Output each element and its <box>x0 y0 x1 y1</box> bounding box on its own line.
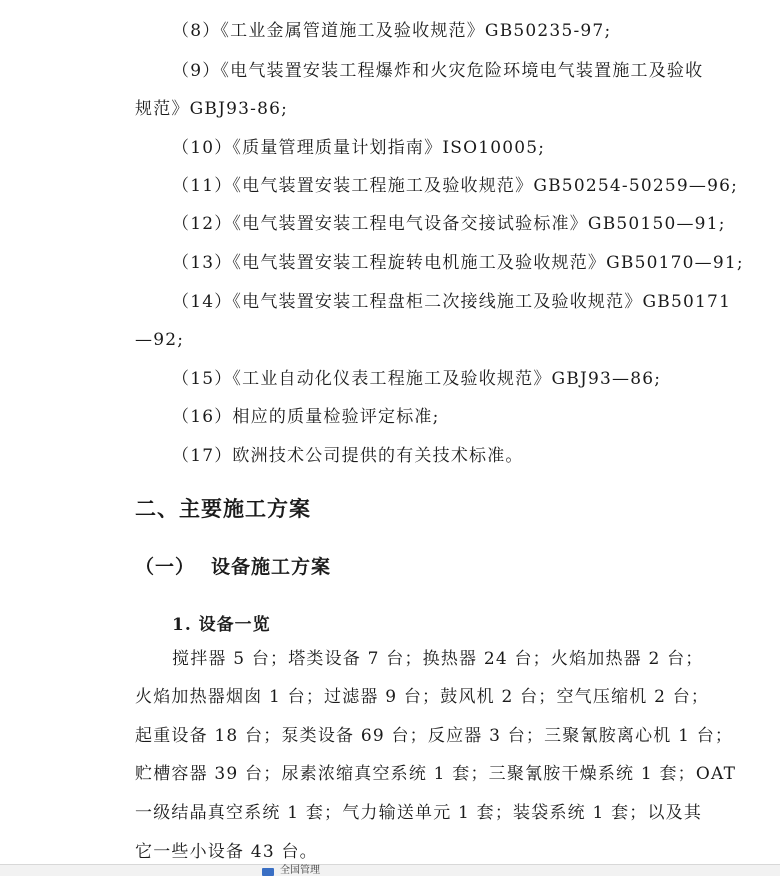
standard-item-14: （14）《电气装置安装工程盘柜二次接线施工及验收规范》GB50171 <box>172 292 732 312</box>
subsubsection-number: 1. <box>172 615 192 635</box>
standard-item-14-cont: —92; <box>135 330 185 350</box>
standard-item-13: （13）《电气装置安装工程旋转电机施工及验收规范》GB50170—91; <box>172 253 744 273</box>
standard-item-16: （16）相应的质量检验评定标准; <box>172 407 440 427</box>
body-line-6: 它一些小设备 43 台。 <box>135 842 318 862</box>
standard-item-9: （9）《电气装置安装工程爆炸和火灾危险环境电气装置施工及验收 <box>172 61 704 81</box>
body-line-2: 火焰加热器烟囱 1 台；过滤器 9 台；鼓风机 2 台；空气压缩机 2 台； <box>135 687 710 707</box>
body-line-5: 一级结晶真空系统 1 套；气力输送单元 1 套；装袋系统 1 套；以及其 <box>135 803 703 823</box>
body-line-4: 贮槽容器 39 台；尿素浓缩真空系统 1 套；三聚氰胺干燥系统 1 套；OAT <box>135 764 737 784</box>
subsection-title: 设备施工方案 <box>211 556 332 578</box>
standard-item-17: （17）欧洲技术公司提供的有关技术标准。 <box>172 446 524 466</box>
subsection-number: （一） <box>135 556 196 578</box>
body-line-1: 搅拌器 5 台；塔类设备 7 台；换热器 24 台；火焰加热器 2 台； <box>172 649 704 669</box>
bottom-toolbar-label[interactable]: 全国管理 <box>280 865 320 876</box>
body-line-3: 起重设备 18 台；泵类设备 69 台；反应器 3 台；三聚氰胺离心机 1 台； <box>135 726 734 746</box>
standard-item-10: （10）《质量管理质量计划指南》ISO10005; <box>172 138 546 158</box>
standard-item-11: （11）《电气装置安装工程施工及验收规范》GB50254-50259—96; <box>172 176 739 196</box>
subsubsection-title: 设备一览 <box>198 615 271 635</box>
standard-item-15: （15）《工业自动化仪表工程施工及验收规范》GBJ93—86; <box>172 369 662 389</box>
standard-item-9-cont: 规范》GBJ93-86; <box>135 99 289 119</box>
section-heading: 二、主要施工方案 <box>135 496 311 521</box>
standard-item-12: （12）《电气装置安装工程电气设备交接试验标准》GB50150—91; <box>172 214 726 234</box>
subsubsection-heading <box>172 610 271 635</box>
standard-item-8: （8）《工业金属管道施工及验收规范》GB50235-97; <box>172 21 612 41</box>
bottom-toolbar <box>0 864 780 876</box>
subsection-heading <box>135 552 331 579</box>
